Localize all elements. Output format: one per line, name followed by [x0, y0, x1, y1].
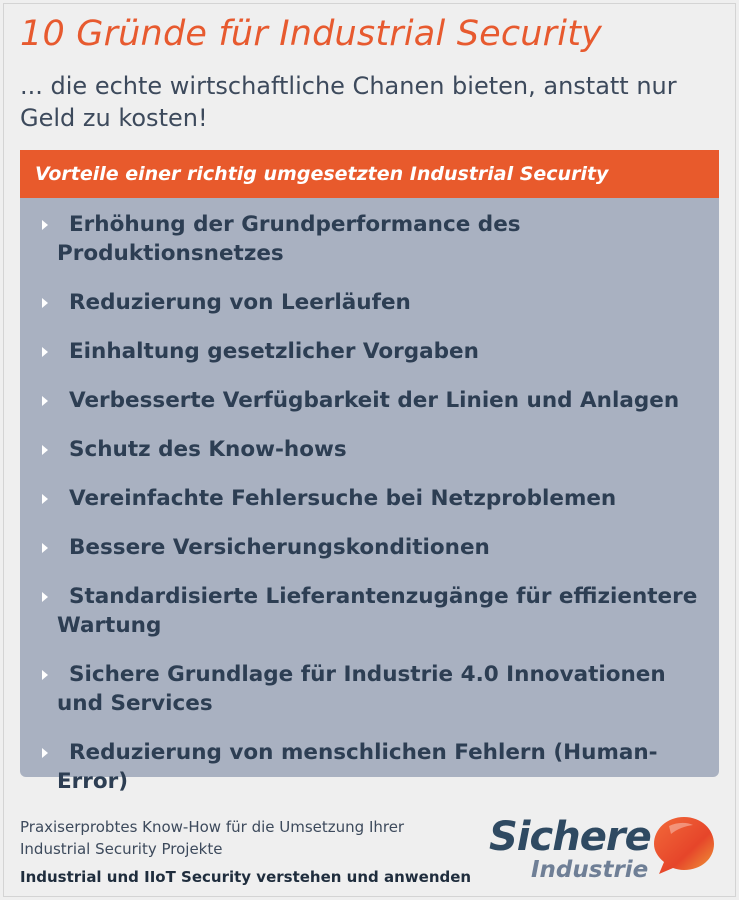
triangle-bullet-icon: [42, 396, 48, 406]
list-item-text: Reduzierung von menschlichen Fehlern (Human-Error): [57, 740, 658, 794]
list-item-text: Reduzierung von Leerläufen: [69, 290, 411, 315]
list-item-text: Bessere Versicherungskonditionen: [69, 535, 490, 560]
sichere-industrie-logo: [487, 812, 717, 888]
list-item: [20, 210, 719, 268]
logo-word-sichere: Sichere: [489, 814, 651, 860]
triangle-bullet-icon: [42, 748, 48, 758]
list-item: [20, 738, 719, 796]
list-item: [20, 386, 719, 415]
logo-word-industrie: Industrie: [531, 857, 649, 883]
benefits-panel: [20, 150, 719, 794]
footer-description-line1: Praxiserprobtes Know-How für die Umsetzung Ihrer: [20, 818, 405, 836]
triangle-bullet-icon: [42, 347, 48, 357]
list-item-text: Vereinfachte Fehlersuche bei Netzproblemen: [69, 486, 617, 511]
footer-tagline: Industrial und IIoT Security verstehen und anwenden: [20, 868, 472, 886]
list-item-text: Erhöhung der Grundperformance des Produktionsnetzes: [57, 212, 521, 266]
triangle-bullet-icon: [42, 445, 48, 455]
triangle-bullet-icon: [42, 670, 48, 680]
panel-heading: Vorteile einer richtig umgesetzten Industrial Security: [20, 150, 719, 198]
list-item: [20, 288, 719, 317]
list-item: [20, 484, 719, 513]
triangle-bullet-icon: [42, 494, 48, 504]
speech-bubble-icon: [651, 814, 717, 876]
list-item-text: Einhaltung gesetzlicher Vorgaben: [69, 339, 479, 364]
list-item: [20, 337, 719, 366]
list-item: [20, 582, 719, 640]
page-title: 10 Gründe für Industrial Security: [20, 14, 603, 54]
list-item-text: Standardisierte Lieferantenzugänge für effizientere Wartung: [57, 584, 698, 638]
triangle-bullet-icon: [42, 298, 48, 308]
triangle-bullet-icon: [42, 543, 48, 553]
triangle-bullet-icon: [42, 592, 48, 602]
list-item-text: Verbesserte Verfügbarkeit der Linien und Anlagen: [69, 388, 680, 413]
benefits-list: [20, 198, 719, 796]
list-item: [20, 533, 719, 562]
footer-description-line2: Industrial Security Projekte: [20, 840, 223, 858]
list-item-text: Sichere Grundlage für Industrie 4.0 Innovationen und Services: [57, 662, 666, 716]
page-subtitle: ... die echte wirtschaftliche Chanen bieten, anstatt nur Geld zu kosten!: [20, 72, 677, 132]
list-item-text: Schutz des Know-hows: [69, 437, 347, 462]
list-item: [20, 435, 719, 464]
triangle-bullet-icon: [42, 220, 48, 230]
list-item: [20, 660, 719, 718]
